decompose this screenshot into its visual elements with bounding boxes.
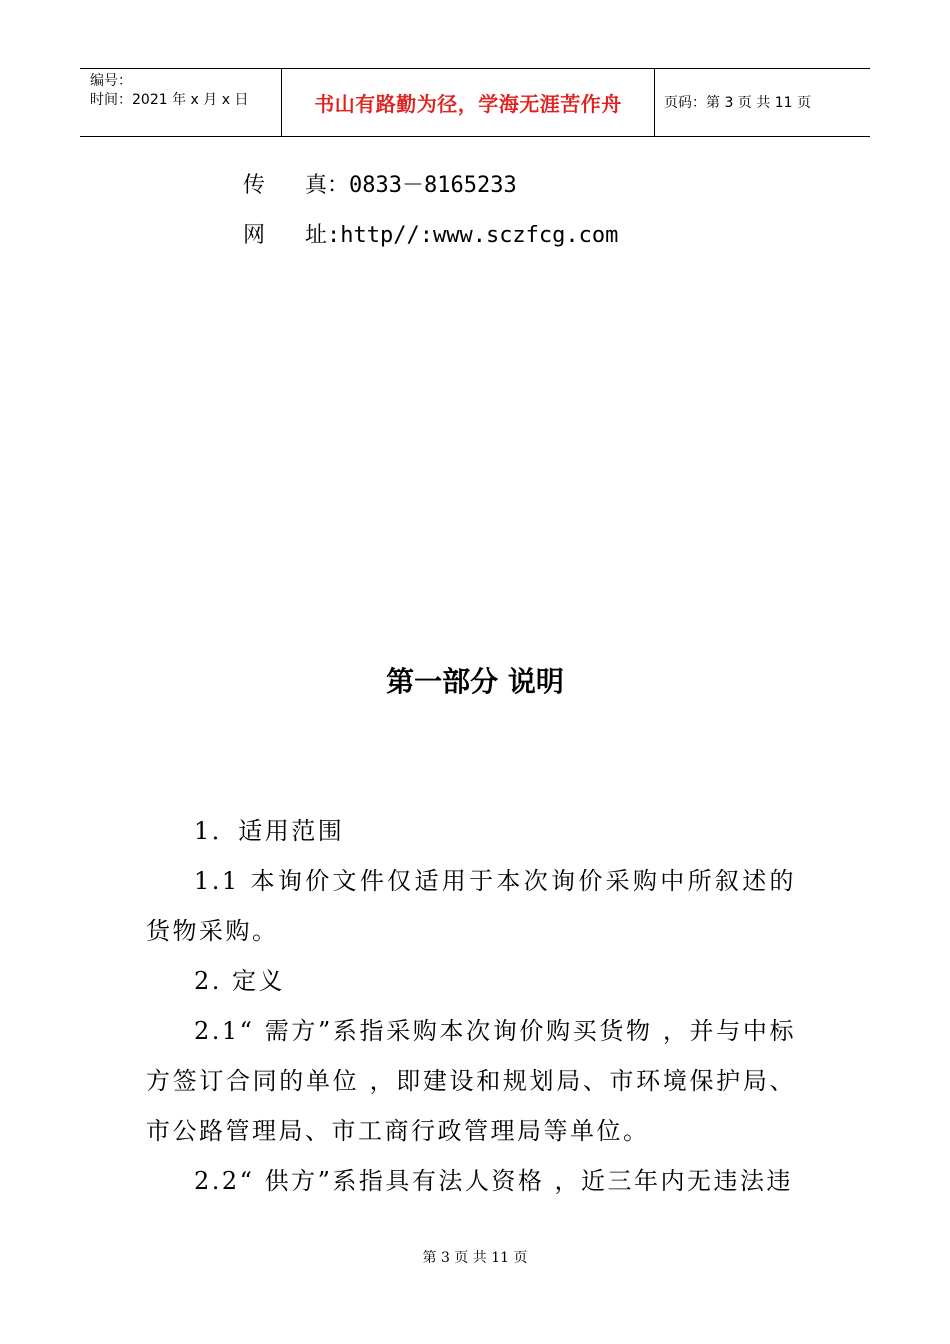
paragraph-1-1: 1.1 本询价文件仅适用于本次询价采购中所叙述的货物采购。 xyxy=(146,867,796,945)
header-page-cell xyxy=(655,69,870,136)
header-motto-cell xyxy=(282,69,655,136)
paragraph-2-1: 2.1“ 需方”系指采购本次询价购买货物 ，并与中标方签订合同的单位 ，即建设和规划局、市环境保护局、市公路管理局、市工商行政管理局等单位。 xyxy=(146,1017,796,1145)
time-label: 时间：2021 年 x 月 x 日 xyxy=(90,92,249,108)
web-line xyxy=(243,218,618,249)
page-footer: 第 3 页 共 11 页 xyxy=(422,1250,528,1266)
web-label2: 址: xyxy=(305,223,341,248)
header-left-cell xyxy=(80,69,282,136)
web-label: 网 xyxy=(243,223,266,248)
fax-label: 传 xyxy=(243,173,266,198)
web-value: http//:www.sczfcg.com xyxy=(340,223,619,248)
page-info: 页码：第 3 页 共 11 页 xyxy=(664,94,811,111)
motto-text: 书山有路勤为径，学海无涯苦作舟 xyxy=(314,92,622,116)
paragraph-definitions-heading: 2. 定义 xyxy=(194,967,286,995)
number-label: 编号： xyxy=(90,73,132,89)
fax-line xyxy=(243,168,517,199)
paragraph-scope-heading: 1．适用范围 xyxy=(194,817,345,845)
fax-value: 0833－8165233 xyxy=(349,173,517,198)
header-table xyxy=(80,68,870,137)
section-title: 第一部分 说明 xyxy=(386,665,564,698)
body-text xyxy=(146,806,796,1206)
fax-label2: 真： xyxy=(305,173,350,198)
paragraph-2-2: 2.2“ 供方”系指具有法人资格 ，近三年内无违法违 xyxy=(194,1167,793,1195)
